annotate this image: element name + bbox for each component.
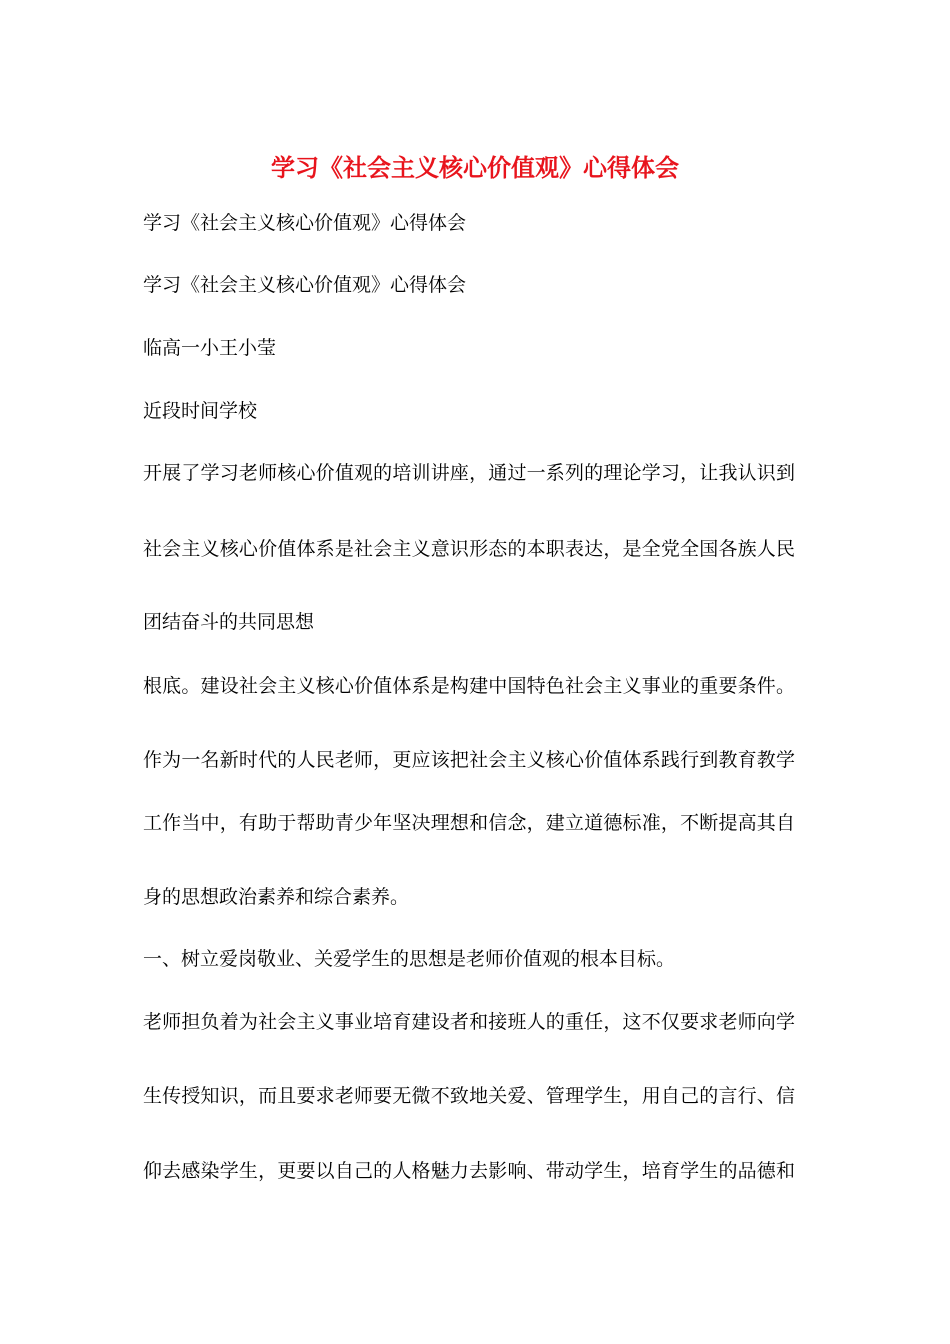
body-line: 工作当中，有助于帮助青少年坚决理想和信念，建立道德标准，不断提高其自 (143, 812, 795, 834)
body-line: 身的思想政治素养和综合素养。 (143, 886, 410, 908)
body-line: 团结奋斗的共同思想 (143, 611, 315, 633)
section-heading: 一、树立爱岗敬业、关爱学生的思想是老师价值观的根本目标。 (143, 948, 676, 970)
body-line: 老师担负着为社会主义事业培育建设者和接班人的重任，这不仅要求老师向学 (143, 1011, 795, 1033)
document-title: 学习《社会主义核心价值观》心得体会 (271, 154, 679, 182)
body-line: 生传授知识，而且要求老师要无微不致地关爱、管理学生，用自己的言行、信 (143, 1085, 795, 1107)
body-line: 仰去感染学生，更要以自己的人格魅力去影响、带动学生，培育学生的品德和 (143, 1160, 795, 1182)
body-line: 社会主义核心价值体系是社会主义意识形态的本职表达，是全党全国各族人民 (143, 538, 795, 560)
body-line: 学习《社会主义核心价值观》心得体会 (143, 274, 467, 296)
body-line: 临高一小王小莹 (143, 337, 277, 359)
body-line: 学习《社会主义核心价值观》心得体会 (143, 212, 467, 234)
body-line: 近段时间学校 (143, 400, 258, 422)
body-line: 作为一名新时代的人民老师，更应该把社会主义核心价值体系践行到教育教学 (143, 749, 795, 771)
body-line: 开展了学习老师核心价值观的培训讲座，通过一系列的理论学习，让我认识到 (143, 462, 795, 484)
body-line: 根底。建设社会主义核心价值体系是构建中国特色社会主义事业的重要条件。 (143, 675, 795, 697)
